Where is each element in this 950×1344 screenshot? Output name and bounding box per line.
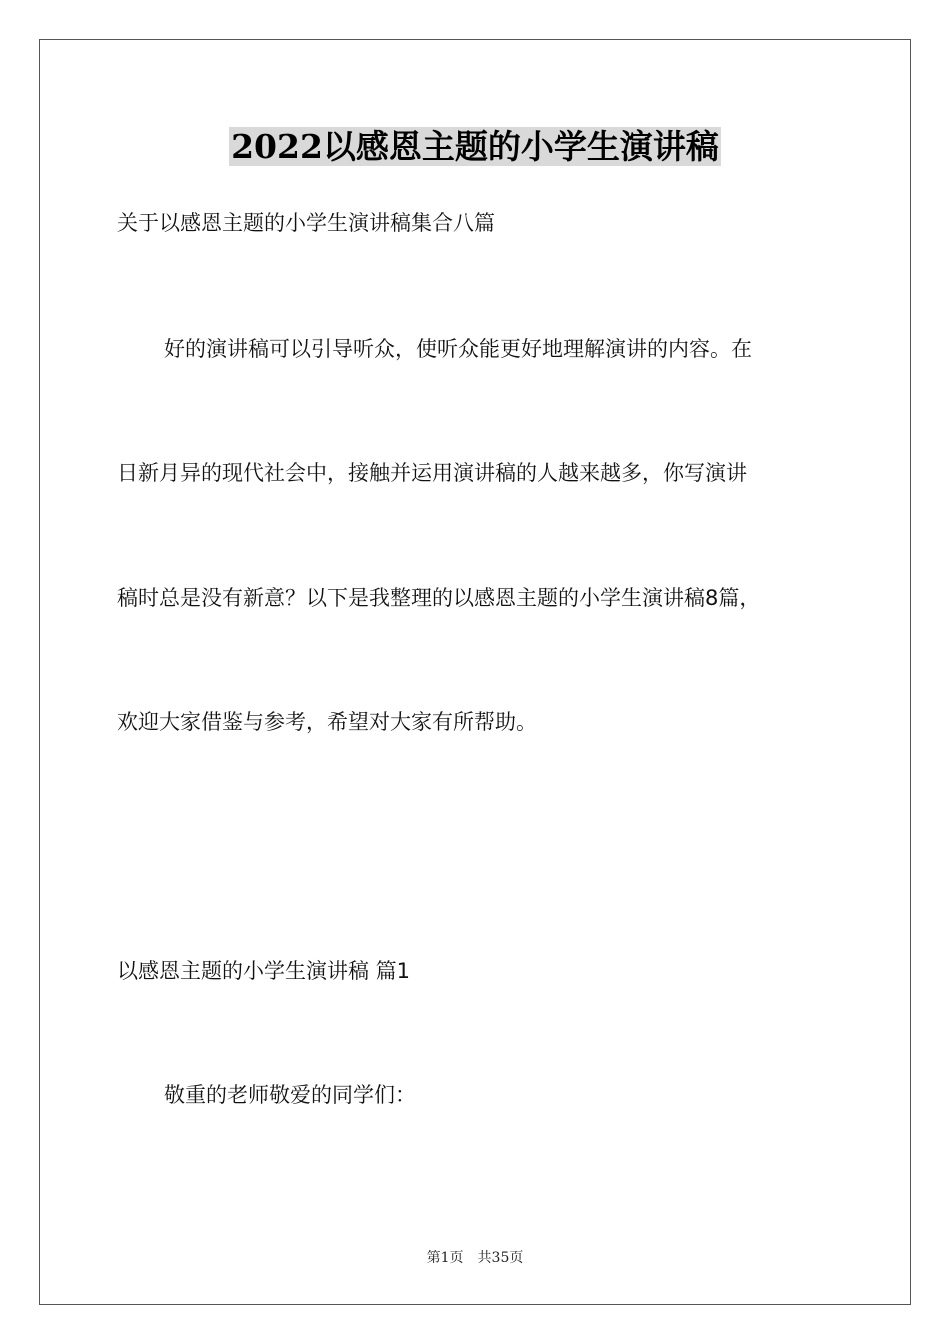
section-heading: 以感恩主题的小学生演讲稿 篇1 — [117, 959, 411, 983]
document-subtitle: 关于以感恩主题的小学生演讲稿集合八篇 — [117, 211, 495, 235]
document-title — [0, 124, 950, 170]
page-number: 第1页 — [426, 1250, 464, 1266]
intro-line-2: 日新月异的现代社会中，接触并运用演讲稿的人越来越多，你写演讲 — [117, 461, 747, 485]
page-footer — [0, 1248, 950, 1268]
intro-line-4: 欢迎大家借鉴与参考，希望对大家有所帮助。 — [117, 710, 537, 734]
intro-line-1: 好的演讲稿可以引导听众，使听众能更好地理解演讲的内容。在 — [164, 337, 752, 361]
page-total: 共35页 — [477, 1250, 524, 1266]
document-title-text: 2022以感恩主题的小学生演讲稿 — [231, 127, 719, 166]
greeting-line: 敬重的老师敬爱的同学们： — [164, 1083, 416, 1107]
intro-line-3: 稿时总是没有新意？以下是我整理的以感恩主题的小学生演讲稿8篇， — [117, 586, 761, 610]
